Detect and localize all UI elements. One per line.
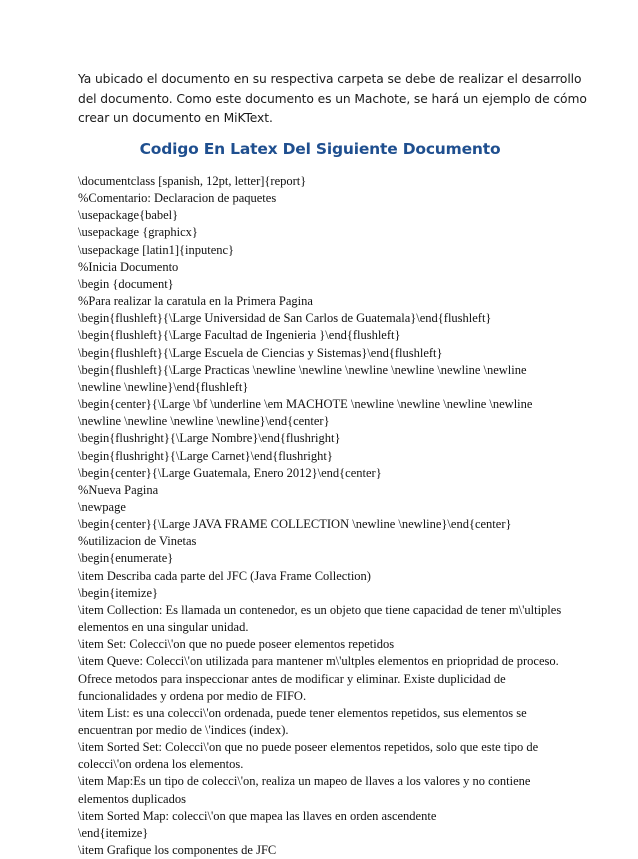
code-line: funcionalidades y ordena por medio de FIFO. <box>78 688 307 703</box>
code-line: \begin{flushleft}{\Large Practicas \newline \newline \newline \newline \newline \newline <box>78 362 527 377</box>
code-line: \item Describa cada parte del JFC (Java Frame Collection) <box>78 568 371 583</box>
section-heading: Codigo En Latex Del Siguiente Documento <box>139 140 501 158</box>
code-line: \item Grafique los componentes de JFC <box>78 843 277 858</box>
code-line: \begin {document} <box>78 276 174 291</box>
code-line: %Nueva Pagina <box>78 482 159 497</box>
code-line: \item Map:Es un tipo de colecci\'on, realiza un mapeo de llaves a los valores y no contiene <box>78 774 531 789</box>
code-line: %Para realizar la caratula en la Primera Pagina <box>78 294 313 309</box>
intro-line: Ya ubicado el documento en su respectiva carpeta se debe de realizar el desarrollo <box>78 72 582 86</box>
code-line: \item List: es una colecci\'on ordenada, puede tener elementos repetidos, sus elementos se <box>78 705 527 720</box>
code-line: %utilizacion de Vinetas <box>78 534 197 549</box>
code-line: %Inicia Documento <box>78 259 179 274</box>
intro-line: del documento. Como este documento es un Machote, se hará un ejemplo de cómo <box>78 91 587 106</box>
code-line: \begin{enumerate} <box>78 551 174 566</box>
code-line: \begin{flushright}{\Large Carnet}\end{flushright} <box>78 448 333 463</box>
code-line: \documentclass [spanish, 12pt, letter]{report} <box>78 174 307 188</box>
code-line: \usepackage [latin1]{inputenc} <box>78 242 235 257</box>
code-line: \begin{flushleft}{\Large Facultad de Ingenieria }\end{flushleft} <box>78 328 401 343</box>
intro-line: crear un documento en MiKText. <box>78 111 273 126</box>
code-line: \item Queve: Colecci\'on utilizada para mantener m\'ultples elementos en priopridad de proceso. <box>78 654 559 669</box>
code-line: \begin{itemize} <box>78 585 159 600</box>
code-line: \item Sorted Map: colecci\'on que mapea las llaves en orden ascendente <box>78 808 437 823</box>
code-line: \begin{flushleft}{\Large Escuela de Ciencias y Sistemas}\end{flushleft} <box>78 345 443 360</box>
code-line: \usepackage{babel} <box>78 208 179 223</box>
code-line: \item Sorted Set: Colecci\'on que no puede poseer elementos repetidos, solo que este tipo de <box>78 740 539 755</box>
code-line: \item Set: Colecci\'on que no puede poseer elementos repetidos <box>78 637 395 652</box>
code-line: \usepackage {graphicx} <box>78 225 198 240</box>
code-line: Ofrece metodos para inspeccionar antes de modificar y eliminar. Existe duplicidad de <box>78 671 506 686</box>
code-line: \begin{flushright}{\Large Nombre}\end{flushright} <box>78 431 341 446</box>
code-line: \begin{center}{\Large Guatemala, Enero 2012}\end{center} <box>78 465 382 480</box>
code-line: elementos duplicados <box>78 791 186 806</box>
code-line: \begin{flushleft}{\Large Universidad de San Carlos de Guatemala}\end{flushleft} <box>78 311 492 326</box>
code-line: elementos en una singular unidad. <box>78 620 249 635</box>
latex-code-block <box>78 173 578 859</box>
code-line: \newline \newline}\end{flushleft} <box>78 379 249 394</box>
code-line: \begin{center}{\Large \bf \underline \em MACHOTE \newline \newline \newline \newline <box>78 397 533 412</box>
code-line: \newpage <box>78 499 126 514</box>
code-line: \newline \newline \newline \newline}\end{center} <box>78 414 330 429</box>
code-line: encuentran por medio de \'indices (index). <box>78 723 289 737</box>
code-line: colecci\'on ordena los elementos. <box>78 757 244 772</box>
intro-paragraph <box>78 70 587 129</box>
code-line: \item Collection: Es llamada un contenedor, es un objeto que tiene capacidad de tener m\'ultiples <box>78 602 562 617</box>
code-line: \end{itemize} <box>78 825 149 840</box>
code-line: %Comentario: Declaracion de paquetes <box>78 191 277 206</box>
code-line: \begin{center}{\Large JAVA FRAME COLLECTION \newline \newline}\end{center} <box>78 517 512 532</box>
